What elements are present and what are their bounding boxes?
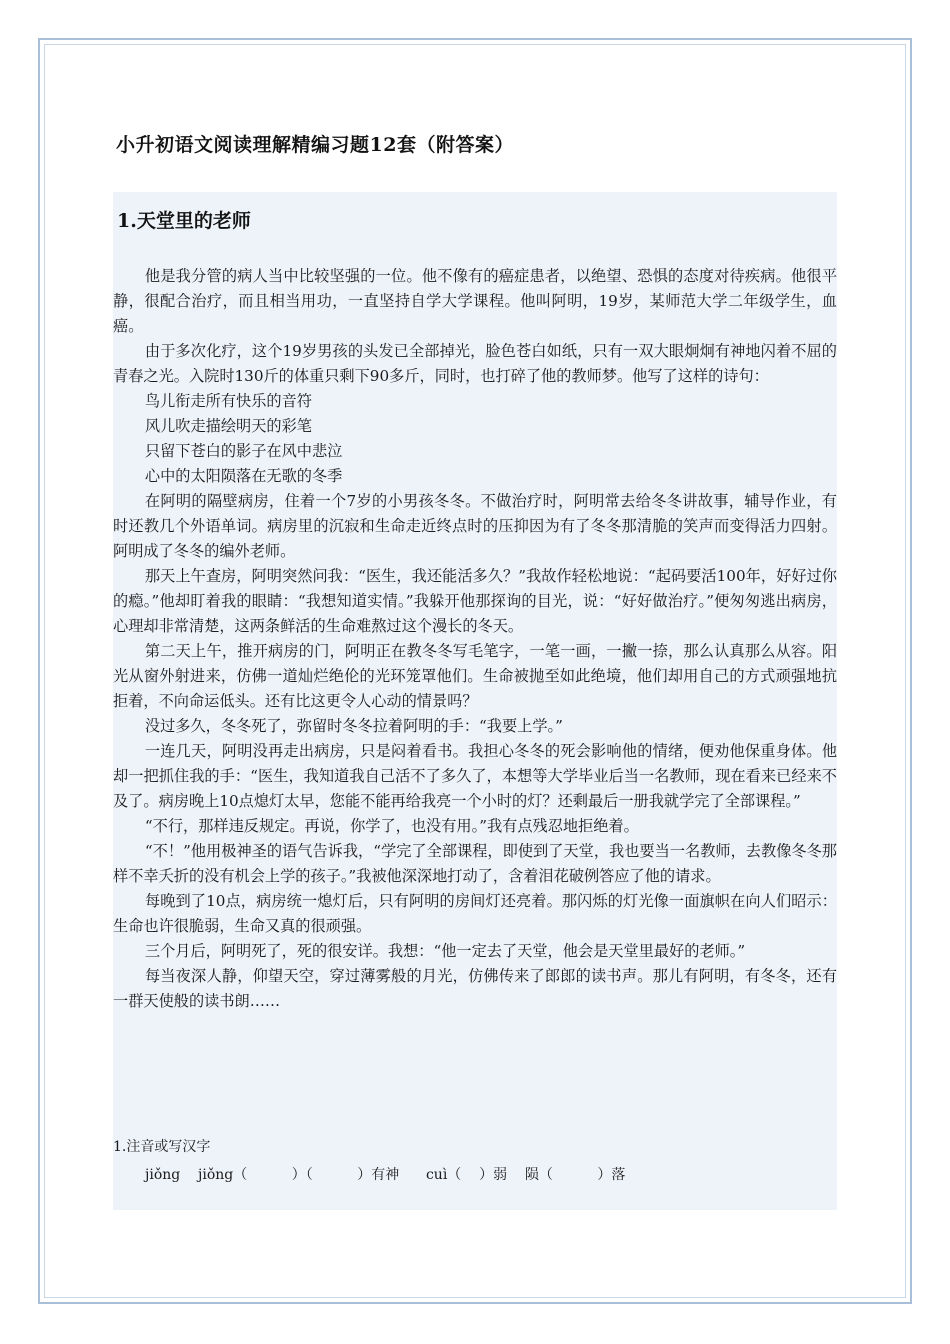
paragraph: 第二天上午，推开病房的门，阿明正在教冬冬写毛笔字，一笔一画，一撇一捺，那么认真那么从容。阳光从窗外射进来，仿佛一道灿烂绝伦的光环笼罩他们。生命被抛至如此绝境，他们却用自己的方式顽强地抗拒着，不向命运低头。还有比这更令人心动的情景吗？ (113, 642, 837, 710)
paragraph: 在阿明的隔壁病房，住着一个7岁的小男孩冬冬。不做治疗时，阿明常去给冬冬讲故事，辅导作业，有时还教几个外语单词。病房里的沉寂和生命走近终点时的压抑因为有了冬冬那清脆的笑声而变得活力四射。阿明成了冬冬的编外老师。 (113, 492, 837, 560)
document-title: 小升初语文阅读理解精编习题12套（附答案） (116, 134, 514, 156)
paragraph: 那天上午查房，阿明突然问我：“医生，我还能活多久？”我故作轻松地说：“起码要活100年，好好过你的瘾。”他却盯着我的眼睛：“我想知道实情。”我躲开他那探询的目光，说：“好好做治疗。”便匆匆逃出病房，心理却非常清楚，这两条鲜活的生命难熬过这个漫长的冬天。 (113, 567, 837, 635)
paragraph: 一连几天，阿明没再走出病房，只是闷着看书。我担心冬冬的死会影响他的情绪，便劝他保重身体。他却一把抓住我的手：“医生，我知道我自己活不了多久了，本想等大学毕业后当一名教师，现在看来已经来不及了。病房晚上10点熄灯太早，您能不能再给我亮一个小时的灯？还剩最后一册我就学完了全部课程。” (113, 742, 837, 810)
paragraph: 他是我分管的病人当中比较坚强的一位。他不像有的癌症患者，以绝望、恐惧的态度对待疾病。他很平静，很配合治疗，而且相当用功，一直坚持自学大学课程。他叫阿明，19岁，某师范大学二年级学生，血癌。 (113, 267, 837, 335)
paragraph: 三个月后，阿明死了，死的很安详。我想：“他一定去了天堂，他会是天堂里最好的老师。” (144, 942, 746, 960)
paragraph: “不行，那样违反规定。再说，你学了，也没有用。”我有点残忍地拒绝着。 (144, 817, 639, 835)
section-title: 1.天堂里的老师 (117, 210, 251, 232)
paragraph: “不！”他用极神圣的语气告诉我，“学完了全部课程，即使到了天堂，我也要当一名教师，去教像冬冬那样不幸夭折的没有机会上学的孩子。”我被他深深地打动了，含着泪花破例答应了他的请求。 (113, 842, 837, 885)
paragraph: 由于多次化疗，这个19岁男孩的头发已全部掉光，脸色苍白如纸，只有一双大眼炯炯有神地闪着不屈的青春之光。入院时130斤的体重只剩下90多斤，同时，也打碎了他的教师梦。他写了这样的诗句： (113, 342, 837, 385)
paragraph: 每晚到了10点，病房统一熄灯后，只有阿明的房间灯还亮着。那闪烁的灯光像一面旗帜在向人们昭示：生命也许很脆弱，生命又真的很顽强。 (113, 892, 837, 935)
pinyin-exercise: jiǒng jiǒng（ ）（ ）有神 cuì（ ）弱 陨（ ）落 (145, 1167, 626, 1183)
question-label: 1.注音或写汉字 (113, 1139, 211, 1155)
paragraph: 没过多久，冬冬死了，弥留时冬冬拉着阿明的手：“我要上学。” (144, 717, 563, 735)
content-area (113, 192, 837, 1210)
article-body (113, 264, 837, 1014)
poem-line: 心中的太阳陨落在无歌的冬季 (144, 467, 343, 485)
poem-line: 鸟儿衔走所有快乐的音符 (144, 392, 312, 410)
poem-line: 只留下苍白的影子在风中悲泣 (144, 442, 343, 460)
paragraph: 每当夜深人静，仰望天空，穿过薄雾般的月光，仿佛传来了郎郎的读书声。那儿有阿明，有冬冬，还有一群天使般的读书朗…… (113, 967, 837, 1010)
poem-line: 风儿吹走描绘明天的彩笔 (144, 417, 312, 435)
